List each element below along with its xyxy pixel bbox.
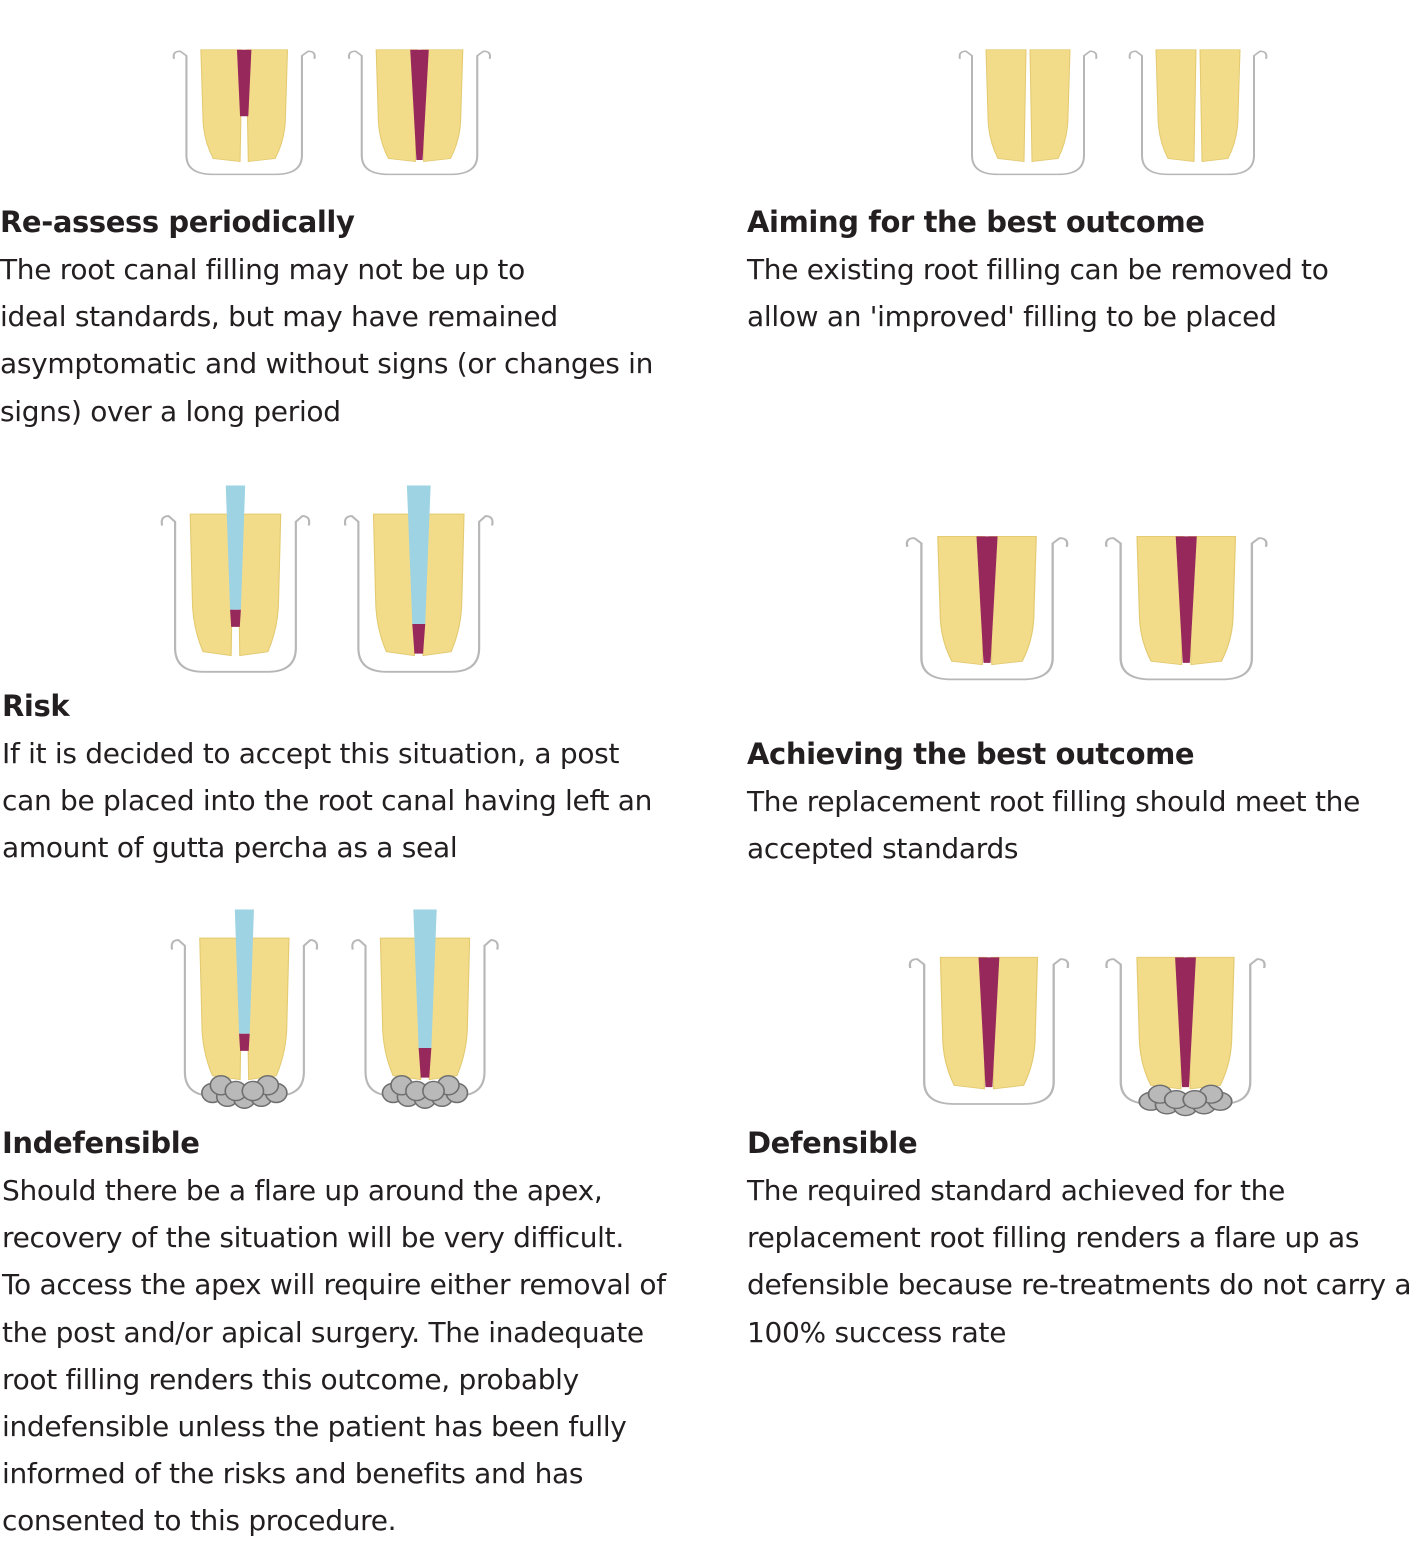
root-left [1156, 50, 1196, 162]
description-line: The required standard achieved for the [747, 1174, 1286, 1207]
tooth-diagram [174, 50, 315, 175]
illustration-indefensible [170, 898, 510, 1113]
description-line: The root canal filling may not be up to [0, 253, 525, 286]
description-line: 100% success rate [747, 1315, 1007, 1349]
description-line: amount of gutta percha as a seal [2, 831, 458, 865]
root-right [1030, 50, 1070, 162]
tooth-diagram [345, 485, 492, 671]
panel-title: Risk [2, 689, 70, 723]
root-left [201, 50, 242, 162]
description-line: consented to this procedure. [2, 1504, 397, 1538]
tooth-diagram [349, 50, 490, 175]
tooth-pair-svg [160, 474, 505, 689]
tooth-pair-svg [958, 18, 1278, 188]
root-right [247, 938, 290, 1079]
tooth-diagram [1130, 50, 1267, 175]
panel-description [747, 246, 1329, 340]
panel-title: Re-assess periodically [0, 205, 355, 239]
description-line: Should there be a flare up around the apex, [2, 1174, 603, 1207]
tooth-diagram [352, 909, 497, 1108]
panel-description [747, 1167, 1411, 1356]
description-line: To access the apex will require either removal of [2, 1268, 666, 1302]
description-line: ideal standards, but may have remained [0, 300, 558, 334]
description-line: recovery of the situation will be very difficult. [2, 1221, 624, 1255]
root-left [200, 938, 243, 1079]
tooth-diagram [907, 536, 1067, 679]
panel-description [2, 730, 652, 872]
periapical-lesion [423, 1081, 444, 1100]
tooth-diagram [960, 50, 1097, 175]
panel-title: Achieving the best outcome [747, 737, 1195, 771]
tooth-pair-svg [905, 500, 1280, 695]
tooth-pair-svg [170, 898, 510, 1113]
description-line: asymptomatic and without signs (or changes in [0, 347, 654, 381]
gutta-percha-seal [419, 1048, 432, 1078]
illustration-defensible [908, 920, 1278, 1120]
illustration-reassess [172, 18, 502, 188]
description-line: accepted standards [747, 832, 1019, 866]
description-line: signs) over a long period [0, 394, 341, 428]
gutta-percha-seal [230, 610, 241, 627]
tooth-diagram [172, 909, 317, 1108]
root-right [1200, 50, 1240, 162]
tooth-diagram [1106, 957, 1264, 1115]
description-line: If it is decided to accept this situation, a post [2, 737, 620, 770]
illustration-risk [160, 474, 505, 689]
panel-title: Defensible [747, 1126, 918, 1160]
illustration-achieving [905, 500, 1280, 695]
description-line: The existing root filling can be removed to [747, 253, 1329, 286]
description-line: root filling renders this outcome, probably [2, 1362, 579, 1396]
description-line: indefensible unless the patient has been fully [2, 1410, 627, 1444]
root-right [246, 50, 287, 162]
tooth-diagram [910, 957, 1068, 1104]
root-left [190, 514, 233, 655]
gutta-percha-seal [239, 1034, 250, 1051]
gutta-percha-seal [412, 624, 425, 654]
panel-description [747, 778, 1360, 872]
root-right [238, 514, 281, 655]
illustration-aiming [958, 18, 1278, 188]
description-line: the post and/or apical surgery. The inadequate [2, 1315, 644, 1349]
description-line: informed of the risks and benefits and has [2, 1457, 584, 1491]
description-line: can be placed into the root canal having left an [2, 784, 653, 818]
description-line: The replacement root filling should meet the [747, 785, 1361, 818]
periapical-lesion [242, 1081, 263, 1100]
tooth-diagram [1106, 536, 1266, 679]
tooth-pair-svg [172, 18, 502, 188]
panel-title: Indefensible [2, 1126, 200, 1160]
bone-outline [1130, 51, 1267, 174]
panel-description [0, 246, 653, 435]
bone-outline [960, 51, 1097, 174]
description-line: replacement root filling renders a flare up as [747, 1221, 1360, 1255]
description-line: defensible because re-treatments do not carry a [747, 1268, 1411, 1302]
root-left [986, 50, 1026, 162]
periapical-lesion [1183, 1091, 1206, 1109]
tooth-pair-svg [908, 920, 1278, 1120]
panel-description [2, 1167, 666, 1545]
description-line: allow an 'improved' filling to be placed [747, 300, 1277, 334]
tooth-diagram [162, 485, 309, 671]
panel-title: Aiming for the best outcome [747, 205, 1205, 239]
